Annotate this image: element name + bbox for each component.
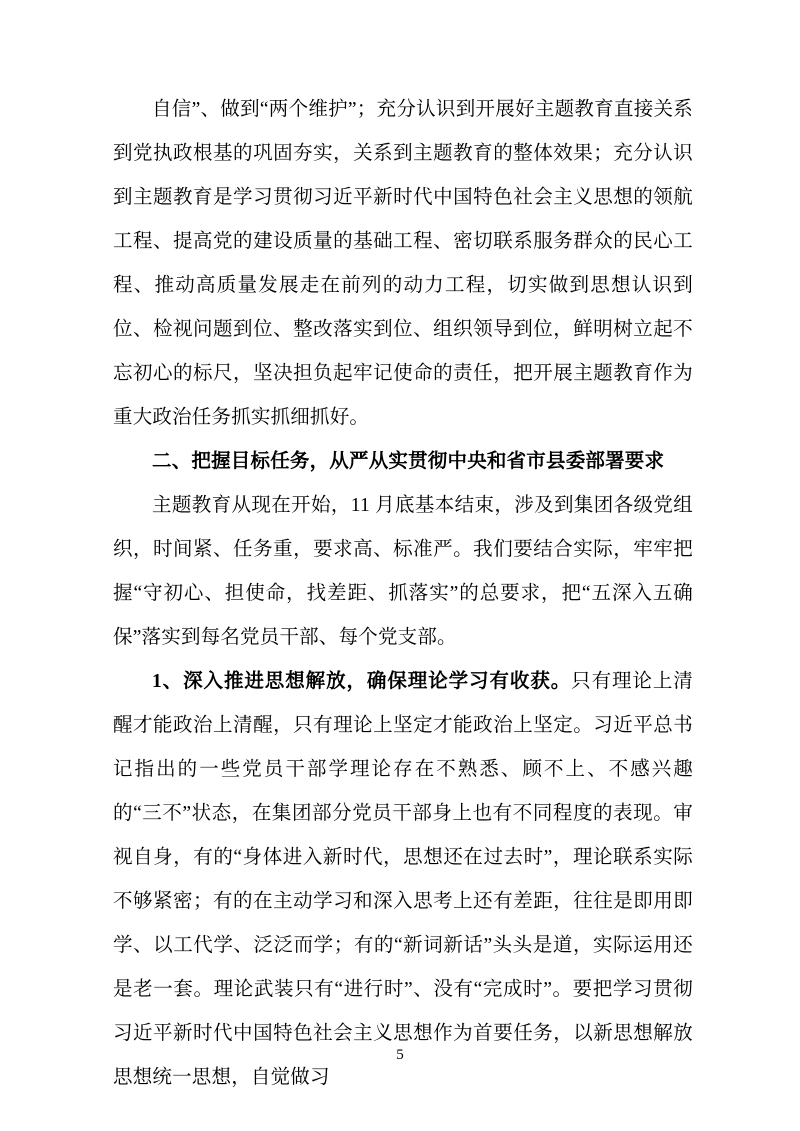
paragraph-continuation: 自信”、做到“两个维护”；充分认识到开展好主题教育直接关系到党执政根基的巩固夯实，关系到主题教育的整体效果；充分认识到主题教育是学习贯彻习近平新时代中国特色社会主义思想的领航工程、提高党的建设质量的基础工程、密切联系服务群众的民心工程、推动高质量发展走在前列的动力工程，切实做到思想认识到位、检视问题到位、整改落实到位、组织领导到位，鲜明树立起不忘初心的标尺，坚决担负起牢记使命的责任，把开展主题教育作为重大政治任务抓实抓细抓好。: [113, 99, 693, 428]
paragraph-item-one: [113, 660, 693, 1100]
page-body: [113, 88, 693, 1100]
section-heading-two: 二、把握目标任务，从严从实贯彻中央和省市县委部署要求: [152, 451, 665, 472]
item-one-lead: 1、深入推进思想解放，确保理论学习有收获。: [152, 671, 572, 692]
item-one-body: 只有理论上清醒才能政治上清醒，只有理论上坚定才能政治上坚定。习近平总书记指出的一些党员干部学理论存在不熟悉、顾不上、不感兴趣的“三不”状态，在集团部分党员干部身上也有不同程度的表现。审视自身，有的“身体进入新时代，思想还在过去时”，理论联系实际不够紧密；有的在主动学习和深入思考上还有差距，往往是即用即学、以工代学、泛泛而学；有的“新词新话”头头是道，实际运用还是老一套。理论武装只有“进行时”、没有“完成时”。要把学习贯彻习近平新时代中国特色社会主义思想作为首要任务，以新思想解放思想统一思想，自觉做习: [113, 671, 693, 1088]
page-number: 5: [396, 1047, 404, 1063]
paragraph-schedule: 主题教育从现在开始，11 月底基本结束，涉及到集团各级党组织，时间紧、任务重，要求高、标准严。我们要结合实际，牢牢把握“守初心、担使命，找差距、抓落实”的总要求，把“五深入五确保”落实到每名党员干部、每个党支部。: [113, 495, 693, 648]
